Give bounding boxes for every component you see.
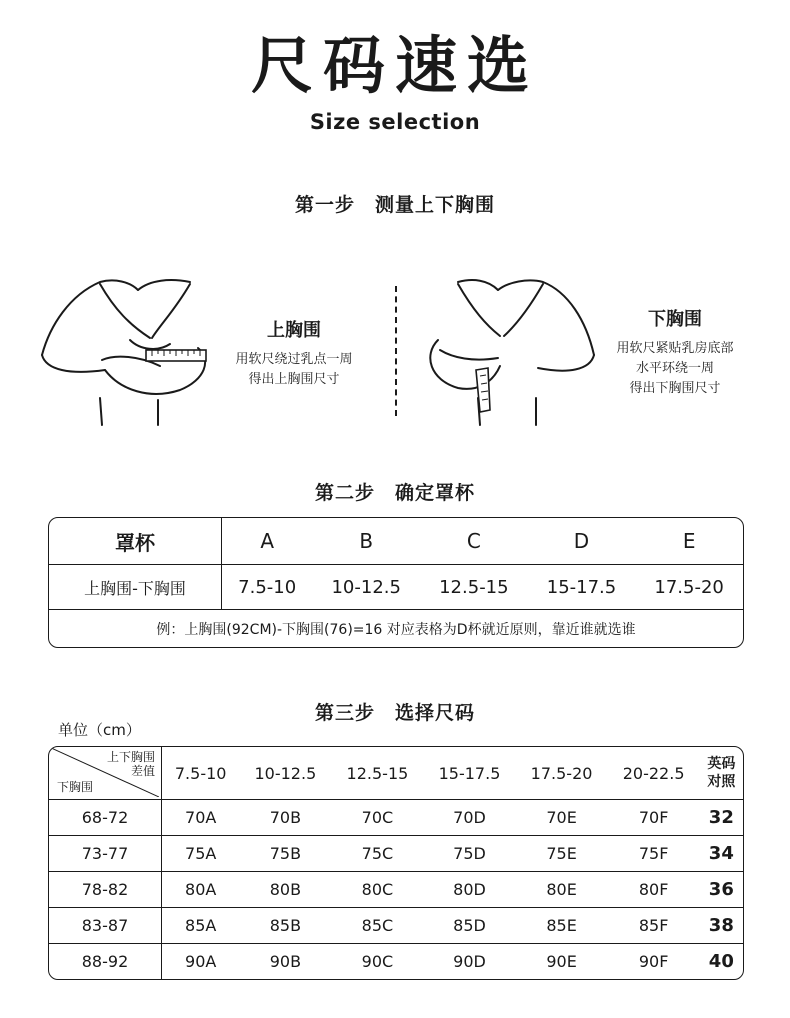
step2-label: 第二步 bbox=[314, 482, 375, 504]
cup-diff-b: 10-12.5 bbox=[312, 565, 420, 610]
table-row bbox=[49, 908, 743, 944]
size-cell: 80C bbox=[331, 872, 423, 908]
lower-bust-desc-1: 用软尺紧贴乳房底部 bbox=[616, 341, 734, 356]
step2-heading bbox=[0, 478, 790, 505]
cup-a: A bbox=[222, 518, 312, 565]
band-cell: 88-92 bbox=[49, 944, 162, 979]
upper-bust-illustration bbox=[40, 270, 220, 430]
size-cell: 75E bbox=[516, 836, 608, 872]
size-cell: 70A bbox=[162, 800, 239, 836]
size-cell: 80D bbox=[423, 872, 515, 908]
page-subtitle: Size selection bbox=[309, 110, 481, 134]
cup-diff-a: 7.5-10 bbox=[222, 565, 312, 610]
uk-header-line-1: 英码 bbox=[707, 756, 736, 772]
corner-top-line-2: 差值 bbox=[130, 764, 155, 778]
col-header: 20-22.5 bbox=[608, 747, 700, 800]
size-cell: 75F bbox=[608, 836, 700, 872]
corner-top-line-1: 上下胸围 bbox=[106, 750, 155, 764]
step3-title: 选择尺码 bbox=[395, 702, 476, 724]
step1-label: 第一步 bbox=[294, 194, 355, 216]
cup-diff-c: 12.5-15 bbox=[420, 565, 528, 610]
step1-heading bbox=[0, 190, 790, 217]
size-cell: 85C bbox=[331, 908, 423, 944]
size-cell: 85A bbox=[162, 908, 239, 944]
size-cell: 85D bbox=[423, 908, 515, 944]
size-cell: 75B bbox=[239, 836, 331, 872]
size-cell: 80B bbox=[239, 872, 331, 908]
unit-label: 单位（cm） bbox=[58, 721, 141, 739]
lower-bust-illustration bbox=[418, 270, 598, 430]
cup-e: E bbox=[635, 518, 743, 565]
size-cell: 85B bbox=[239, 908, 331, 944]
upper-bust-title: 上胸围 bbox=[267, 320, 321, 341]
size-cell: 85E bbox=[516, 908, 608, 944]
size-cell: 90D bbox=[453, 952, 486, 972]
col-header: 17.5-20 bbox=[516, 747, 608, 800]
size-corner-cell bbox=[49, 747, 162, 800]
cup-header-label: 罩杯 bbox=[49, 518, 222, 565]
col-header: 15-17.5 bbox=[423, 747, 515, 800]
step2-title: 确定罩杯 bbox=[395, 482, 476, 504]
step1-title: 测量上下胸围 bbox=[375, 194, 496, 216]
cup-diff-e: 17.5-20 bbox=[635, 565, 743, 610]
size-cell: 80E bbox=[516, 872, 608, 908]
size-cell: 90C bbox=[361, 952, 394, 972]
size-cell: 80A bbox=[162, 872, 239, 908]
size-cell: 90B bbox=[269, 952, 302, 972]
uk-cell: 32 bbox=[700, 800, 743, 836]
table-row bbox=[49, 872, 743, 908]
table-row bbox=[49, 836, 743, 872]
size-cell: 70B bbox=[239, 800, 331, 836]
lower-bust-desc-2: 水平环绕一周 bbox=[635, 361, 714, 376]
cup-example-note: 例：上胸围(92CM)-下胸围(76)=16 对应表格为D杯就近原则，靠近谁就选谁 bbox=[156, 621, 636, 638]
size-cell: 70E bbox=[516, 800, 608, 836]
cup-b: B bbox=[312, 518, 420, 565]
upper-bust-desc-2: 得出上胸围尺寸 bbox=[248, 372, 340, 387]
page-title: 尺码速选 bbox=[250, 29, 539, 102]
uk-cell: 34 bbox=[700, 836, 743, 872]
size-cell: 85F bbox=[608, 908, 700, 944]
size-header-row bbox=[49, 747, 743, 800]
size-cell: 75D bbox=[423, 836, 515, 872]
lower-bust-title: 下胸围 bbox=[648, 309, 702, 330]
step1-divider bbox=[395, 286, 397, 416]
cup-diff-d: 15-17.5 bbox=[528, 565, 636, 610]
size-cell: 70C bbox=[331, 800, 423, 836]
cup-diff-label: 上胸围-下胸围 bbox=[49, 565, 222, 610]
uk-cell: 40 bbox=[708, 951, 734, 973]
band-cell: 73-77 bbox=[49, 836, 162, 872]
lower-bust-desc-3: 得出下胸围尺寸 bbox=[629, 381, 721, 396]
size-cell: 90F bbox=[638, 952, 669, 972]
uk-cell: 38 bbox=[700, 908, 743, 944]
table-row bbox=[49, 944, 743, 979]
step3-label: 第三步 bbox=[314, 702, 375, 724]
band-cell: 83-87 bbox=[49, 908, 162, 944]
cup-d: D bbox=[528, 518, 636, 565]
cup-table bbox=[48, 517, 744, 648]
uk-header-line-2: 对照 bbox=[707, 774, 736, 790]
cup-header-row bbox=[49, 518, 743, 565]
col-header: 7.5-10 bbox=[162, 747, 239, 800]
col-header: 12.5-15 bbox=[331, 747, 423, 800]
size-cell: 90A bbox=[185, 952, 217, 972]
col-header: 10-12.5 bbox=[239, 747, 331, 800]
size-table bbox=[48, 746, 744, 980]
band-cell: 78-82 bbox=[49, 872, 162, 908]
corner-bottom-label: 下胸围 bbox=[57, 780, 94, 794]
cup-diff-row bbox=[49, 565, 743, 610]
uk-cell: 36 bbox=[700, 872, 743, 908]
size-cell: 75A bbox=[162, 836, 239, 872]
cup-c: C bbox=[420, 518, 528, 565]
corner-top-label bbox=[107, 750, 155, 778]
band-cell: 68-72 bbox=[49, 800, 162, 836]
size-cell: 90E bbox=[546, 952, 577, 972]
size-cell: 75C bbox=[331, 836, 423, 872]
table-row bbox=[49, 800, 743, 836]
size-cell: 70D bbox=[423, 800, 515, 836]
upper-bust-desc-1: 用软尺绕过乳点一周 bbox=[235, 352, 353, 367]
size-cell: 70F bbox=[608, 800, 700, 836]
size-cell: 80F bbox=[608, 872, 700, 908]
uk-header bbox=[700, 747, 743, 800]
